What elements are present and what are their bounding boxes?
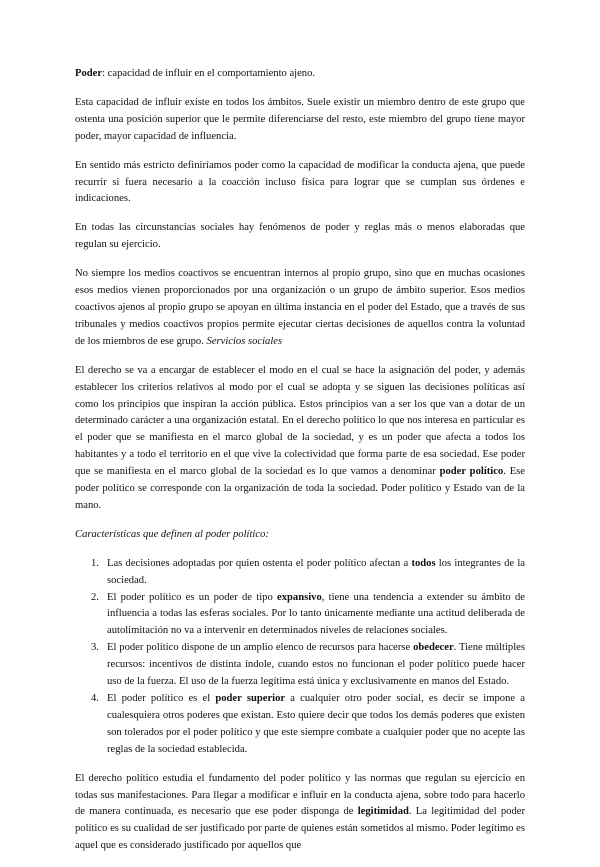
characteristics-list	[75, 556, 525, 759]
paragraph-definition	[75, 66, 525, 83]
term-poder-politico: poder político	[439, 466, 504, 478]
list-heading: Características que definen al poder político:	[75, 528, 269, 540]
law-power-text: El derecho se va a encargar de establecer el modo en el cual se hace la asignación del poder, y además establecer los criterios relativos al modo por el cual se adopta y se siguen las decisiones políticas así como los principios que inspiran la acción pública. Estos principios van a ser los que van a dotar de un determinado carácter a una organización estatal. En el derecho político lo que nos interesa en particular es el poder que se manifiesta en el marco global de la sociedad, y es un poder que afecta a todos los habitantes y a todo el territorio en el que vive la colectividad que forma parte de esa sociedad. Ese poder que se manifiesta en el marco global de la sociedad es lo que vamos a denominar	[75, 364, 525, 478]
list-item	[75, 590, 525, 641]
list-item-keyword: obedecer	[413, 642, 454, 654]
servicios-sociales-label: Servicios sociales	[206, 335, 283, 347]
document-page	[75, 66, 525, 867]
paragraph-coercive-means	[75, 266, 525, 351]
list-item-text-after: , tiene una tendencia a extender su ámbito de influencia a todas las esferas sociales. Por lo tanto únicamente mediante una actitud deliberada de autolimitación no va a intervenir en determinados niveles de relaciones sociales.	[107, 591, 525, 637]
list-item-number: 2.	[91, 591, 99, 603]
law-power-after: . Ese poder político se corresponde con la organización de toda la sociedad. Poder político y Estado van de la mano.	[75, 466, 525, 511]
paragraph-strict-definition: En sentido más estricto definiríamos poder como la capacidad de modificar la conducta ajena, que puede recurrir si fuera necesario a la coacción incluso física para lograr que se cumplan sus órdenes e indicaciones.	[75, 159, 525, 205]
term-poder: Poder	[75, 68, 103, 79]
list-item	[75, 640, 525, 691]
paragraph-legitimacy	[75, 771, 525, 856]
legitimacy-text: El derecho político estudia el fundamento del poder político y las normas que regulan su ejercicio en todas sus manifestaciones. Para llegar a modificar e influir en la conducta ajena, sobre todo para hacerlo de manera continuada, es necesario que ese poder disponga de	[75, 772, 525, 818]
list-item-text-after: . Tiene múltiples recursos: incentivos de distinta índole, cuando estos no funcionan el poder político puede hacer uso de la fuerza. El uso de la fuerza legítima está única y exclusivamente en manos del Estado.	[107, 642, 525, 688]
list-item-keyword: expansivo	[277, 591, 322, 603]
list-item-keyword: poder superior	[215, 693, 286, 704]
list-item-number: 1.	[91, 557, 99, 569]
list-item-number: 3.	[91, 642, 99, 654]
list-item	[75, 691, 525, 759]
paragraph-social-circumstances: En todas las circunstancias sociales hay fenómenos de poder y reglas más o menos elaboradas que regulan su ejercicio.	[75, 222, 525, 251]
list-item-keyword: todos	[411, 557, 436, 569]
legitimacy-after: . La legitimidad del poder político es su cualidad de ser justificado por parte de quienes están sometidos al mismo. Poder legítimo es aquel que es considerado justificado por aquellos que	[75, 806, 525, 852]
coercive-means-text: No siempre los medios coactivos se encuentran internos al propio grupo, sino que en muchas ocasiones esos medios vienen proporcionados por una organización o un grupo de ámbito superior. Esos medios coactivos ajenos al propio grupo se apoyan en última instancia en el poder del Estado, que a través de sus tribunales y medios coactivos propios permite ejecutar ciertas decisiones de aquellos contra la voluntad de los miembros de ese grupo.	[75, 268, 525, 347]
list-item-text: El poder político dispone de un amplio elenco de recursos para hacerse	[107, 642, 414, 654]
definition-text: : capacidad de influir en el comportamiento ajeno.	[102, 68, 316, 79]
list-item-text-after: a cualquier otro poder social, es decir se impone a cualesquiera otros poderes que existan. Esto quiere decir que todos los demás poderes que existen son tolerados por el poder político y que este siempre combate a cualquier poder que no acepte las reglas de la sociedad establecida.	[107, 693, 525, 755]
list-item-number: 4.	[91, 693, 99, 704]
paragraph-capacity: Esta capacidad de influir existe en todos los ámbitos. Suele existir un miembro dentro de este grupo que ostenta una posición superior que le permite diferenciarse del resto, este miembro del grupo tiene mayor poder, mayor capacidad de influencia.	[75, 96, 525, 142]
list-item-text: El poder político es un poder de tipo	[107, 591, 278, 603]
list-item	[75, 556, 525, 590]
term-legitimidad: legitimidad	[357, 806, 409, 818]
list-item-text-after: los integrantes de la sociedad.	[107, 557, 525, 586]
list-item-text: Las decisiones adoptadas por quien ostenta el poder político afectan a	[107, 557, 412, 569]
paragraph-law-and-power	[75, 363, 525, 515]
list-item-text: El poder político es el	[107, 693, 216, 704]
